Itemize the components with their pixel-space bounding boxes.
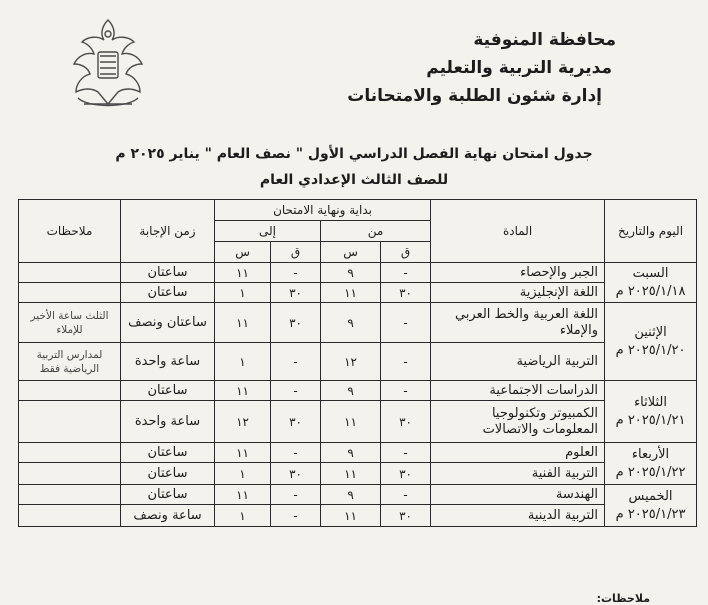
from-minute-cell: -	[381, 343, 431, 381]
day-date: ٢٠٢٥/١/٢٣ م	[615, 506, 686, 522]
note-cell	[19, 263, 121, 283]
subject-cell: الكمبيوتر وتكنولوجيا المعلومات والاتصالات	[431, 401, 605, 443]
header-from-minute: ق	[381, 242, 431, 263]
day-date: ٢٠٢٥/١/٢١ م	[615, 412, 686, 428]
from-minute-cell: ٣٠	[381, 283, 431, 303]
subject-cell: التربية الدينية	[431, 505, 605, 527]
from-minute-cell: -	[381, 485, 431, 505]
day-date: ٢٠٢٥/١/٢٠ م	[615, 342, 686, 358]
from-minute-cell: -	[381, 381, 431, 401]
subject-cell: الدراسات الاجتماعية	[431, 381, 605, 401]
to-minute-cell: -	[271, 381, 321, 401]
subject-cell: الهندسة	[431, 485, 605, 505]
table-row	[19, 303, 697, 343]
day-cell	[605, 263, 697, 303]
to-hour-cell: ١١	[215, 443, 271, 463]
to-minute-cell: ٣٠	[271, 303, 321, 343]
from-minute-cell: -	[381, 443, 431, 463]
eagle-emblem-icon	[58, 12, 158, 116]
day-date: ٢٠٢٥/١/١٨ م	[615, 283, 686, 299]
subject-cell: اللغة العربية والخط العربي والإملاء	[431, 303, 605, 343]
table-row	[19, 485, 697, 505]
duration-cell: ساعة واحدة	[121, 343, 215, 381]
day-name: الخميس	[628, 488, 673, 504]
day-name: الإثنين	[634, 324, 667, 340]
from-minute-cell: ٣٠	[381, 463, 431, 485]
header-to-minute: ق	[271, 242, 321, 263]
table-row	[19, 443, 697, 463]
table-row	[19, 283, 697, 303]
day-name: الثلاثاء	[634, 394, 668, 410]
duration-cell: ساعتان	[121, 485, 215, 505]
from-hour-cell: ١١	[321, 401, 381, 443]
from-hour-cell: ١١	[321, 505, 381, 527]
header-duration: زمن الإجابة	[121, 200, 215, 263]
day-cell	[605, 485, 697, 527]
header-start-end: بداية ونهاية الامتحان	[215, 200, 431, 221]
table-row	[19, 505, 697, 527]
day-cell	[605, 303, 697, 381]
header-notes: ملاحظات	[19, 200, 121, 263]
subject-cell: الجبر والإحصاء	[431, 263, 605, 283]
subject-cell: التربية الرياضية	[431, 343, 605, 381]
to-hour-cell: ١١	[215, 381, 271, 401]
table-row	[19, 401, 697, 443]
day-date: ٢٠٢٥/١/٢٢ م	[615, 464, 686, 480]
subject-cell: اللغة الإنجليزية	[431, 283, 605, 303]
table-row	[19, 263, 697, 283]
to-minute-cell: ٣٠	[271, 283, 321, 303]
governorate-name: محافظة المنوفية	[473, 30, 616, 50]
table-row	[19, 381, 697, 401]
department-name: إدارة شئون الطلبة والامتحانات	[347, 86, 602, 106]
from-minute-cell: ٣٠	[381, 401, 431, 443]
from-hour-cell: ٩	[321, 381, 381, 401]
footer-notes-label: ملاحظات:	[596, 592, 650, 605]
from-hour-cell: ١١	[321, 463, 381, 485]
note-cell: الثلث ساعة الأخير للإملاء	[19, 303, 121, 343]
header-subject: المادة	[431, 200, 605, 263]
day-name: السبت	[632, 265, 669, 281]
note-cell	[19, 505, 121, 527]
to-minute-cell: -	[271, 263, 321, 283]
duration-cell: ساعة ونصف	[121, 505, 215, 527]
table-row	[19, 463, 697, 485]
day-name: الأربعاء	[631, 446, 670, 462]
from-hour-cell: ٩	[321, 443, 381, 463]
note-cell	[19, 401, 121, 443]
note-cell	[19, 485, 121, 505]
directorate-name: مديرية التربية والتعليم	[426, 58, 612, 78]
to-hour-cell: ١	[215, 283, 271, 303]
duration-cell: ساعة واحدة	[121, 401, 215, 443]
note-cell: لمدارس التربية الرياضية فقط	[19, 343, 121, 381]
duration-cell: ساعتان	[121, 263, 215, 283]
from-hour-cell: ٩	[321, 303, 381, 343]
from-minute-cell: -	[381, 303, 431, 343]
note-cell	[19, 381, 121, 401]
to-minute-cell: -	[271, 485, 321, 505]
duration-cell: ساعتان	[121, 283, 215, 303]
subject-cell: التربية الفنية	[431, 463, 605, 485]
header-from: من	[321, 221, 431, 242]
header-to-hour: س	[215, 242, 271, 263]
from-hour-cell: ٩	[321, 485, 381, 505]
to-hour-cell: ١	[215, 505, 271, 527]
grade-title: للصف الثالث الإعدادي العام	[259, 172, 449, 188]
subject-cell: العلوم	[431, 443, 605, 463]
from-minute-cell: -	[381, 263, 431, 283]
to-hour-cell: ١١	[215, 263, 271, 283]
exam-schedule-table	[18, 199, 697, 527]
to-minute-cell: ٣٠	[271, 401, 321, 443]
header-from-hour: س	[321, 242, 381, 263]
day-cell	[605, 381, 697, 443]
duration-cell: ساعتان	[121, 381, 215, 401]
to-hour-cell: ١١	[215, 485, 271, 505]
duration-cell: ساعتان	[121, 443, 215, 463]
note-cell	[19, 443, 121, 463]
header-to: إلى	[215, 221, 321, 242]
to-minute-cell: ٣٠	[271, 463, 321, 485]
to-hour-cell: ١٢	[215, 401, 271, 443]
day-cell	[605, 443, 697, 485]
from-hour-cell: ٩	[321, 263, 381, 283]
duration-cell: ساعتان	[121, 463, 215, 485]
to-hour-cell: ١١	[215, 303, 271, 343]
to-minute-cell: -	[271, 505, 321, 527]
note-cell	[19, 283, 121, 303]
header-day-date: اليوم والتاريخ	[605, 200, 697, 263]
to-minute-cell: -	[271, 343, 321, 381]
schedule-title: جدول امتحان نهاية الفصل الدراسي الأول " نصف العام " يناير ٢٠٢٥ م	[115, 146, 593, 162]
duration-cell: ساعتان ونصف	[121, 303, 215, 343]
from-minute-cell: ٣٠	[381, 505, 431, 527]
to-hour-cell: ١	[215, 463, 271, 485]
note-cell	[19, 463, 121, 485]
table-row	[19, 343, 697, 381]
from-hour-cell: ١١	[321, 283, 381, 303]
letterhead	[347, 26, 616, 110]
exam-table-container	[18, 199, 696, 591]
to-minute-cell: -	[271, 443, 321, 463]
from-hour-cell: ١٢	[321, 343, 381, 381]
to-hour-cell: ١	[215, 343, 271, 381]
